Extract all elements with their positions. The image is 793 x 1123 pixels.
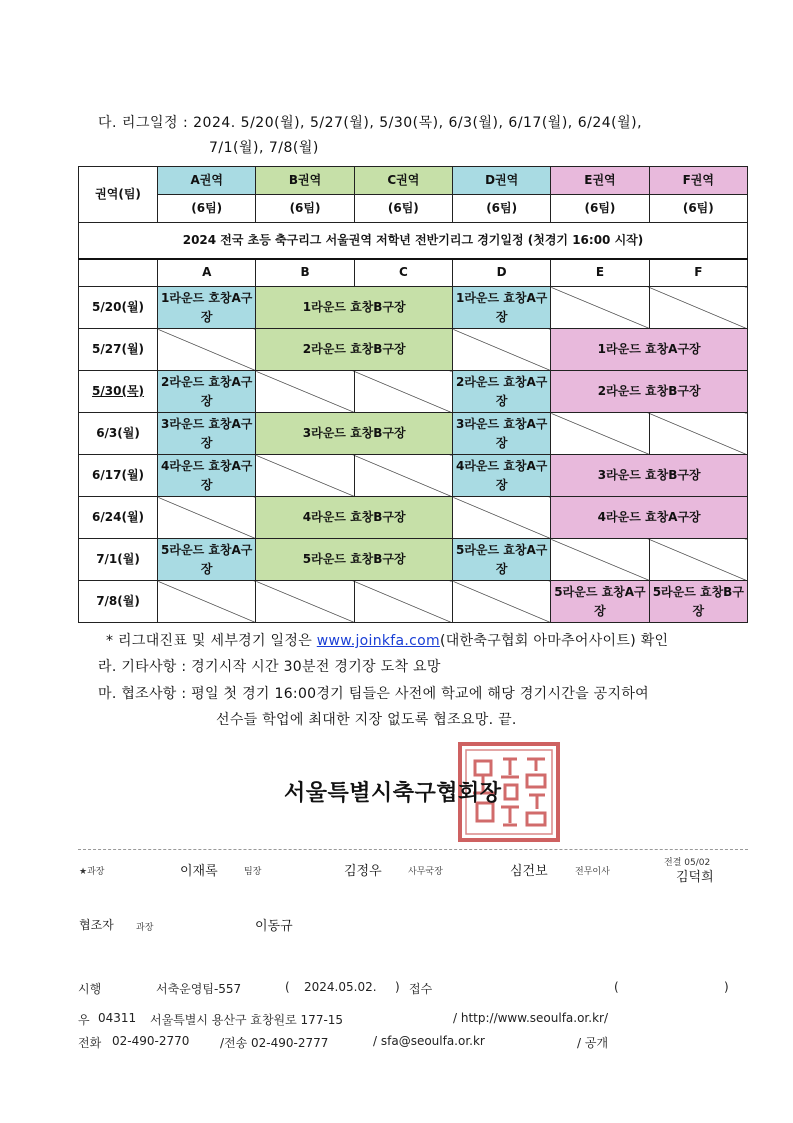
enforce-label: 시행 bbox=[78, 982, 102, 996]
match-cell: 3라운드 효창A구장 bbox=[453, 413, 551, 455]
team-count: (6팀) bbox=[551, 195, 649, 223]
team-count: (6팀) bbox=[354, 195, 452, 223]
table-row bbox=[79, 371, 748, 413]
row-date: 6/24(월) bbox=[79, 497, 158, 539]
empty-slot bbox=[453, 581, 551, 623]
team-count-row bbox=[79, 195, 748, 223]
public-status: / 공개 bbox=[577, 1036, 609, 1050]
website: / http://www.seoulfa.or.kr/ bbox=[453, 1011, 608, 1025]
match-cell: 2라운드 효창A구장 bbox=[158, 371, 256, 413]
match-cell: 3라운드 효창B구장 bbox=[256, 413, 453, 455]
match-cell: 4라운드 효창A구장 bbox=[551, 497, 748, 539]
schedule-dates-line-1: 다. 리그일정 : 2024. 5/20(월), 5/27(월), 5/30(목), 6/3(월), 6/17(월), 6/24(월), bbox=[98, 115, 643, 131]
blank-header-cell bbox=[79, 259, 158, 287]
match-cell: 2라운드 효창B구장 bbox=[256, 329, 453, 371]
column-letter: B bbox=[256, 259, 354, 287]
phone-label: 전화 bbox=[78, 1036, 102, 1050]
row-date: 5/30(목) bbox=[79, 371, 158, 413]
approver-role: 팀장 bbox=[244, 867, 262, 877]
cooperator-role: 과장 bbox=[136, 923, 154, 933]
table-row bbox=[79, 413, 748, 455]
row-date: 5/20(월) bbox=[79, 287, 158, 329]
empty-slot bbox=[256, 581, 354, 623]
approver-role: 사무국장 bbox=[408, 867, 443, 877]
column-letter: D bbox=[453, 259, 551, 287]
row-date: 7/1(월) bbox=[79, 539, 158, 581]
approver-role: ★과장 bbox=[79, 867, 105, 877]
empty-slot bbox=[158, 497, 256, 539]
postal-code: 04311 bbox=[98, 1011, 137, 1025]
match-cell: 2라운드 효창A구장 bbox=[453, 371, 551, 413]
empty-slot bbox=[649, 287, 747, 329]
column-letter: C bbox=[354, 259, 452, 287]
zone-name: C권역 bbox=[354, 167, 452, 195]
match-cell: 5라운드 효창B구장 bbox=[649, 581, 747, 623]
other-matters: 라. 기타사항 : 경기시작 시간 30분전 경기장 도착 요망 bbox=[98, 659, 441, 675]
phone-number: 02-490-2770 bbox=[112, 1034, 190, 1048]
cooperator-label: 협조자 bbox=[79, 918, 114, 932]
match-cell: 3라운드 효창B구장 bbox=[551, 455, 748, 497]
empty-slot bbox=[551, 287, 649, 329]
empty-slot bbox=[453, 329, 551, 371]
receipt-paren-close: ) bbox=[724, 980, 729, 994]
row-date: 6/3(월) bbox=[79, 413, 158, 455]
cooperator-name: 이동규 bbox=[255, 919, 293, 934]
league-schedule-table bbox=[78, 166, 748, 623]
match-cell: 4라운드 효창B구장 bbox=[256, 497, 453, 539]
match-cell: 5라운드 효창A구장 bbox=[158, 539, 256, 581]
row-date: 7/8(월) bbox=[79, 581, 158, 623]
match-cell: 2라운드 효창B구장 bbox=[551, 371, 748, 413]
empty-slot bbox=[158, 581, 256, 623]
match-cell: 3라운드 효창A구장 bbox=[158, 413, 256, 455]
column-letter: E bbox=[551, 259, 649, 287]
empty-slot bbox=[453, 497, 551, 539]
match-cell: 4라운드 효창A구장 bbox=[453, 455, 551, 497]
zone-name: E권역 bbox=[551, 167, 649, 195]
enforce-paren-close: ) bbox=[395, 980, 400, 994]
zone-header-label: 권역(팀) bbox=[79, 167, 158, 223]
team-count: (6팀) bbox=[256, 195, 354, 223]
enforce-number: 서축운영팀-557 bbox=[156, 982, 242, 996]
approver-name: 김정우 bbox=[344, 864, 382, 879]
empty-slot bbox=[354, 371, 452, 413]
empty-slot bbox=[354, 581, 452, 623]
table-row bbox=[79, 287, 748, 329]
enforce-paren-open: ( bbox=[285, 980, 290, 994]
column-letter: A bbox=[158, 259, 256, 287]
match-cell: 5라운드 효창A구장 bbox=[453, 539, 551, 581]
zone-name: A권역 bbox=[158, 167, 256, 195]
table-title-row bbox=[79, 223, 748, 259]
match-cell: 1라운드 효창A구장 bbox=[453, 287, 551, 329]
enforce-date: 2024.05.02. bbox=[304, 980, 377, 994]
final-approval-note: 전결 05/02 bbox=[664, 858, 711, 868]
approver-name: 심건보 bbox=[510, 864, 548, 879]
empty-slot bbox=[649, 539, 747, 581]
zone-name: F권역 bbox=[649, 167, 747, 195]
note-prefix: * 리그대진표 및 세부경기 일정은 bbox=[106, 633, 317, 649]
divider bbox=[78, 849, 748, 850]
receipt-label: 접수 bbox=[409, 982, 433, 996]
zone-name: B권역 bbox=[256, 167, 354, 195]
match-cell: 5라운드 효창A구장 bbox=[551, 581, 649, 623]
schedule-dates-line-2: 7/1(월), 7/8(월) bbox=[209, 140, 319, 156]
empty-slot bbox=[354, 455, 452, 497]
row-date: 5/27(월) bbox=[79, 329, 158, 371]
email: / sfa@seoulfa.or.kr bbox=[373, 1034, 485, 1048]
match-cell: 1라운드 효창A구장 bbox=[551, 329, 748, 371]
address: 서울특별시 용산구 효창원로 177-15 bbox=[150, 1013, 344, 1027]
fax-number: /전송 02-490-2777 bbox=[220, 1036, 329, 1050]
team-count: (6팀) bbox=[158, 195, 256, 223]
receipt-paren-open: ( bbox=[614, 980, 619, 994]
postal-label: 우 bbox=[78, 1013, 90, 1027]
match-cell: 1라운드 호창A구장 bbox=[158, 287, 256, 329]
team-count: (6팀) bbox=[453, 195, 551, 223]
team-count: (6팀) bbox=[649, 195, 747, 223]
match-cell: 5라운드 효창B구장 bbox=[256, 539, 453, 581]
table-row bbox=[79, 539, 748, 581]
approver-role: 전무이사 bbox=[575, 867, 610, 877]
column-letter: F bbox=[649, 259, 747, 287]
table-title: 2024 전국 초등 축구리그 서울권역 저학년 전반기리그 경기일정 (첫경기 16:00 시작) bbox=[79, 223, 748, 259]
empty-slot bbox=[158, 329, 256, 371]
cooperation-line-1: 마. 협조사항 : 평일 첫 경기 16:00경기 팀들은 사전에 학교에 해당 경기시간을 공지하여 bbox=[98, 686, 649, 702]
joinkfa-link[interactable]: www.joinkfa.com bbox=[316, 633, 440, 649]
zone-name: D권역 bbox=[453, 167, 551, 195]
empty-slot bbox=[551, 539, 649, 581]
empty-slot bbox=[649, 413, 747, 455]
schedule-note bbox=[106, 630, 668, 650]
organization-name: 서울특별시축구협회장 bbox=[284, 781, 502, 806]
empty-slot bbox=[256, 371, 354, 413]
table-row bbox=[79, 581, 748, 623]
empty-slot bbox=[256, 455, 354, 497]
approver-name: 이재록 bbox=[180, 864, 218, 879]
table-row bbox=[79, 455, 748, 497]
note-suffix: (대한축구협회 아마추어사이트) 확인 bbox=[439, 633, 669, 649]
table-row bbox=[79, 329, 748, 371]
match-cell: 4라운드 효창A구장 bbox=[158, 455, 256, 497]
column-header-row bbox=[79, 259, 748, 287]
table-row bbox=[79, 497, 748, 539]
zone-header-row bbox=[79, 167, 748, 195]
match-cell: 1라운드 효창B구장 bbox=[256, 287, 453, 329]
cooperation-line-2: 선수들 학업에 최대한 지장 없도록 협조요망. 끝. bbox=[216, 712, 517, 728]
empty-slot bbox=[551, 413, 649, 455]
approver-name: 김덕희 bbox=[676, 870, 714, 885]
row-date: 6/17(월) bbox=[79, 455, 158, 497]
